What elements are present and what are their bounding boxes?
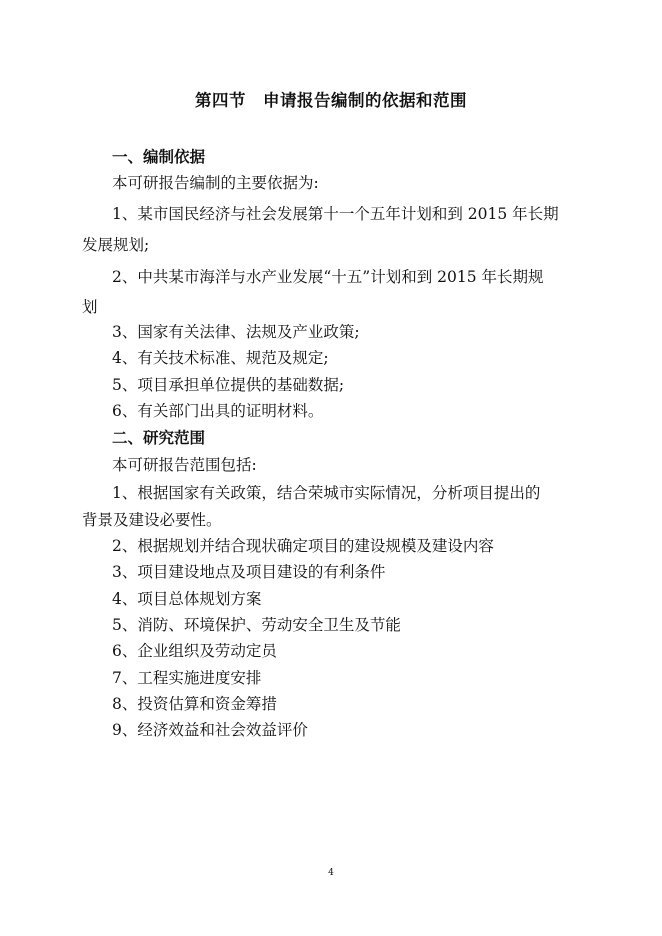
scope-item-2: 2、根据规划并结合现状确定项目的建设规模及建设内容 (112, 537, 494, 555)
basis-item-2-line-2: 划 (82, 298, 98, 316)
scope-item-1-line-2: 背景及建设必要性。 (82, 511, 222, 529)
scope-item-4: 4、项目总体规划方案 (112, 590, 262, 608)
scope-intro: 本可研报告范围包括: (112, 456, 257, 474)
basis-item-5: 5、项目承担单位提供的基础数据; (112, 376, 345, 394)
scope-item-5: 5、消防、环境保护、劳动安全卫生及节能 (112, 616, 401, 634)
page-number: 4 (328, 868, 334, 878)
scope-item-8: 8、投资估算和资金筹措 (112, 695, 277, 713)
basis-intro: 本可研报告编制的主要依据为: (112, 174, 319, 192)
scope-item-6: 6、企业组织及劳动定员 (112, 642, 277, 660)
section-title: 第四节 申请报告编制的依据和范围 (195, 91, 467, 110)
basis-item-1-line-2: 发展规划; (82, 236, 150, 254)
scope-item-3: 3、项目建设地点及项目建设的有利条件 (112, 563, 386, 581)
basis-item-6: 6、有关部门出具的证明材料。 (112, 402, 324, 420)
heading-scope: 二、研究范围 (112, 429, 206, 447)
basis-item-4: 4、有关技术标准、规范及规定; (112, 349, 329, 367)
scope-item-7: 7、工程实施进度安排 (112, 669, 262, 687)
scope-item-9: 9、经济效益和社会效益评价 (112, 721, 308, 739)
basis-item-2-line-1: 2、中共某市海洋与水产业发展“十五”计划和到 2015 年长期规 (112, 268, 544, 286)
basis-item-3: 3、国家有关法律、法规及产业政策; (112, 323, 360, 341)
scope-item-1-line-1: 1、根据国家有关政策，结合荣城市实际情况，分析项目提出的 (112, 484, 541, 502)
basis-item-1-line-1: 1、某市国民经济与社会发展第十一个五年计划和到 2015 年长期 (112, 205, 559, 223)
heading-basis: 一、编制依据 (112, 148, 206, 166)
